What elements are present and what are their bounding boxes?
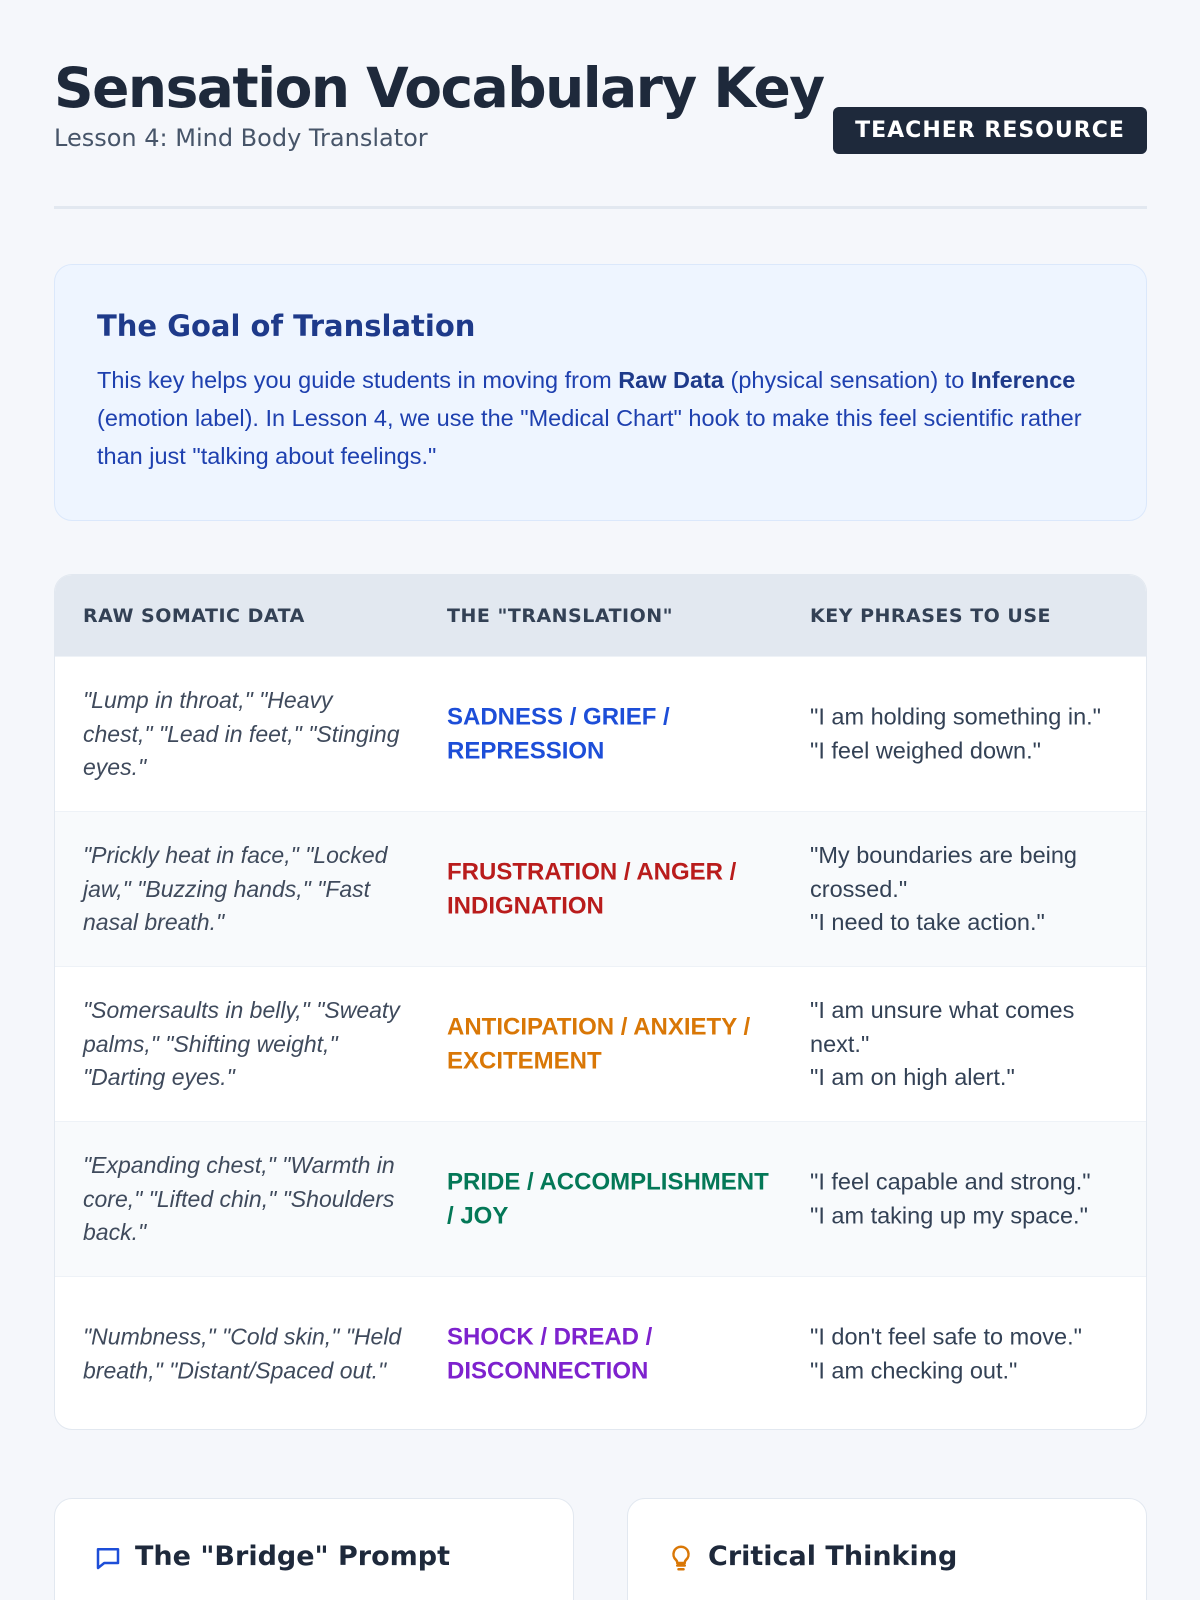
chat-bubble-icon [93, 1543, 123, 1573]
key-phrase: "I don't feel safe to move." [810, 1323, 1082, 1350]
page-title: Sensation Vocabulary Key [54, 56, 824, 120]
header-divider [54, 206, 1147, 209]
column-header-translation: THE "TRANSLATION" [447, 604, 674, 627]
vocabulary-table [54, 574, 1147, 1430]
goal-text-part: This key helps you guide students in moving from [97, 367, 619, 393]
key-phrase: "My boundaries are being crossed." [810, 841, 1078, 902]
sensation-cell: "Prickly heat in face," "Locked jaw," "Buzzing hands," "Fast nasal breath." [83, 841, 388, 935]
key-phrase: "I feel capable and strong." [810, 1168, 1091, 1195]
bridge-prompt-card [54, 1498, 574, 1600]
table-row [55, 1276, 1146, 1430]
table-row [55, 1121, 1146, 1276]
sensation-cell: "Expanding chest," "Warmth in core," "Lifted chin," "Shoulders back." [83, 1151, 395, 1245]
sensation-cell: "Lump in throat," "Heavy chest," "Lead in feet," "Stinging eyes." [83, 686, 400, 780]
goal-text-part: (physical sensation) to [723, 367, 971, 393]
key-phrase: "I am holding something in." [810, 703, 1102, 730]
phrases-cell [810, 1321, 1140, 1388]
sensation-cell: "Somersaults in belly," "Sweaty palms," "Shifting weight," "Darting eyes." [83, 996, 400, 1090]
sensation-cell: "Numbness," "Cold skin," "Held breath," "Distant/Spaced out." [83, 1323, 402, 1383]
emotion-cell: PRIDE / ACCOMPLISHMENT / JOY [447, 1168, 769, 1229]
phrases-cell [810, 1166, 1140, 1233]
goal-raw-data-term: Raw Data [618, 367, 724, 393]
key-phrase: "I am checking out." [810, 1357, 1018, 1383]
emotion-cell: ANTICIPATION / ANXIETY / EXCITEMENT [447, 1013, 751, 1074]
key-phrase: "I am taking up my space." [810, 1202, 1088, 1228]
table-row [55, 966, 1146, 1121]
key-phrase: "I am unsure what comes next." [810, 996, 1075, 1057]
key-phrase: "I am on high alert." [810, 1063, 1015, 1090]
critical-thinking-card [627, 1498, 1147, 1600]
goal-text-part: (emotion label). In Lesson 4, we use the "Medical Chart" hook to make this feel scientific rather than just "talking about feelings." [97, 405, 1082, 469]
emotion-cell: FRUSTRATION / ANGER / INDIGNATION [447, 858, 737, 919]
column-header-raw-data: RAW SOMATIC DATA [83, 604, 305, 627]
key-phrase: "I need to take action." [810, 908, 1045, 935]
table-row [55, 656, 1146, 811]
teacher-resource-badge: TEACHER RESOURCE [833, 107, 1147, 154]
bridge-prompt-title: The "Bridge" Prompt [135, 1541, 451, 1572]
critical-thinking-title: Critical Thinking [708, 1541, 958, 1572]
emotion-cell: SADNESS / GRIEF / REPRESSION [447, 703, 670, 764]
table-header-row [55, 575, 1146, 656]
phrases-cell [810, 701, 1140, 768]
goal-inference-term: Inference [970, 367, 1076, 393]
phrases-cell [810, 839, 1140, 940]
key-phrase: "I feel weighed down." [810, 737, 1041, 763]
phrases-cell [810, 994, 1140, 1095]
goal-text [97, 361, 1106, 475]
table-row [55, 811, 1146, 966]
lightbulb-icon [666, 1543, 696, 1573]
goal-callout [54, 264, 1147, 521]
emotion-cell: SHOCK / DREAD / DISCONNECTION [447, 1323, 653, 1384]
page-subtitle: Lesson 4: Mind Body Translator [54, 124, 428, 152]
goal-heading: The Goal of Translation [97, 309, 476, 343]
column-header-key-phrases: KEY PHRASES TO USE [810, 604, 1052, 627]
